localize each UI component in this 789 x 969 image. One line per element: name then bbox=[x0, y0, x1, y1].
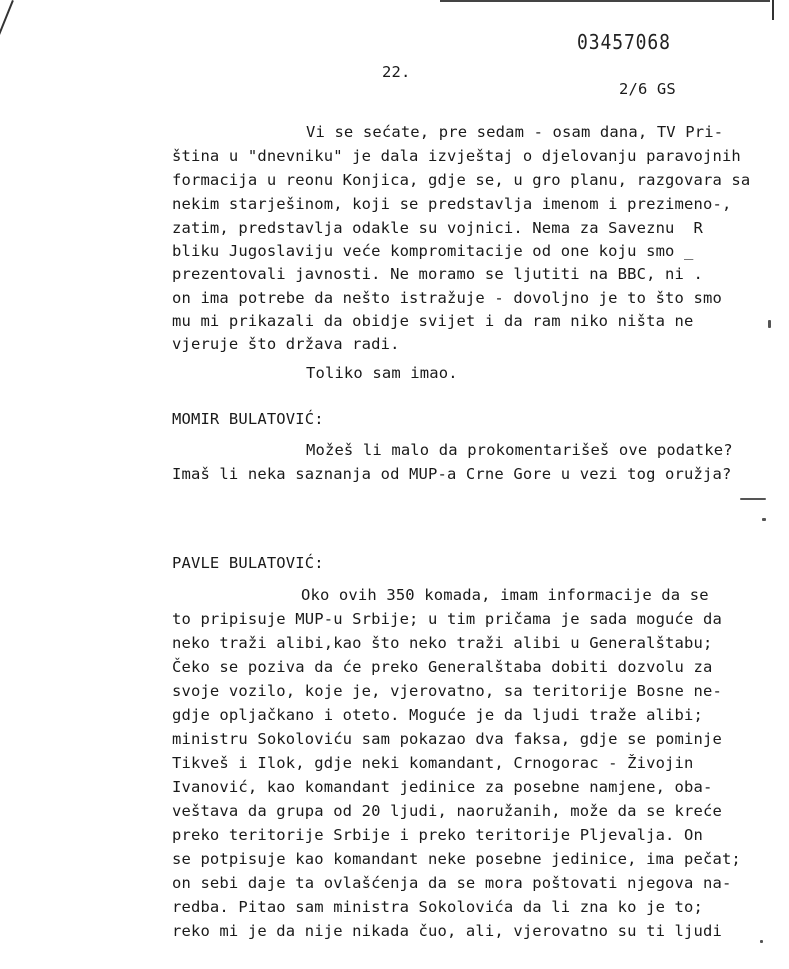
text-line: on sebi daje ta ovlašćenja da se mora poštovati njegova na- bbox=[172, 874, 732, 892]
text-line: svoje vozilo, koje je, vjerovatno, sa teritorije Bosne ne- bbox=[172, 682, 722, 700]
speaker-name: MOMIR BULATOVIĆ: bbox=[172, 410, 324, 428]
document-stamp-number: 03457068 bbox=[577, 30, 671, 54]
text-line-closing: Toliko sam imao. bbox=[306, 364, 458, 382]
text-line: formacija u reonu Konjica, gdje se, u gro planu, razgovara sa bbox=[172, 171, 751, 189]
scan-speck bbox=[740, 498, 766, 500]
text-line: mu mi prikazali da obidje svijet i da ram niko ništa ne bbox=[172, 312, 694, 330]
text-line: reko mi je da nije nikada čuo, ali, vjerovatno su ti ljudi bbox=[172, 922, 722, 940]
scan-mark-top-edge bbox=[440, 0, 770, 2]
scan-mark-right-edge bbox=[772, 0, 774, 20]
text-line: Vi se sećate, pre sedam - osam dana, TV Pri- bbox=[306, 123, 724, 141]
text-line: Možeš li malo da prokomentarišeš ove podatke? bbox=[306, 441, 733, 459]
text-line: neko traži alibi,kao što neko traži alibi u Generalštabu; bbox=[172, 634, 713, 652]
text-line: nekim starješinom, koji se predstavlja imenom i prezimeno-, bbox=[172, 195, 732, 213]
text-line: to pripisuje MUP-u Srbije; u tim pričama je sada moguće da bbox=[172, 610, 722, 628]
text-line: zatim, predstavlja odakle su vojnici. Nema za Saveznu R bbox=[172, 219, 703, 237]
scan-mark-diagonal bbox=[0, 0, 14, 52]
text-line: Oko ovih 350 komada, imam informacije da se bbox=[301, 586, 709, 604]
text-line: se potpisuje kao komandant neke posebne jedinice, ima pečat; bbox=[172, 850, 741, 868]
text-line: preko teritorije Srbije i preko teritorije Pljevalja. On bbox=[172, 826, 703, 844]
text-line: prezentovali javnosti. Ne moramo se ljutiti na BBC, ni . bbox=[172, 265, 703, 283]
text-line: Ivanović, kao komandant jedinice za posebne namjene, oba- bbox=[172, 778, 713, 796]
scan-speck bbox=[768, 320, 771, 328]
scan-speck bbox=[762, 518, 766, 521]
text-line: vjeruje što država radi. bbox=[172, 335, 400, 353]
text-line: Čeko se poziva da će preko Generalštaba dobiti dozvolu za bbox=[172, 658, 713, 676]
text-line: on ima potrebe da nešto istražuje - dovoljno je to što smo bbox=[172, 289, 722, 307]
text-line: Imaš li neka saznanja od MUP-a Crne Gore u vezi tog oružja? bbox=[172, 465, 732, 483]
page-number: 22. bbox=[382, 63, 411, 81]
scan-speck bbox=[760, 940, 763, 943]
text-line: gdje opljačkano i oteto. Moguće je da ljudi traže alibi; bbox=[172, 706, 703, 724]
document-code: 2/6 GS bbox=[619, 80, 676, 98]
text-line: bliku Jugoslaviju veće kompromitacije od one koju smo _ bbox=[172, 242, 694, 260]
text-line: ministru Sokoloviću sam pokazao dva faksa, gdje se pominje bbox=[172, 730, 722, 748]
text-line: Tikveš i Ilok, gdje neki komandant, Crnogorac - Živojin bbox=[172, 754, 694, 772]
text-line: ština u "dnevniku" je dala izvještaj o djelovanju paravojnih bbox=[172, 147, 741, 165]
text-line: redba. Pitao sam ministra Sokolovića da li zna ko je to; bbox=[172, 898, 703, 916]
text-line: veštava da grupa od 20 ljudi, naoružanih, može da se kreće bbox=[172, 802, 722, 820]
speaker-name: PAVLE BULATOVIĆ: bbox=[172, 554, 324, 572]
